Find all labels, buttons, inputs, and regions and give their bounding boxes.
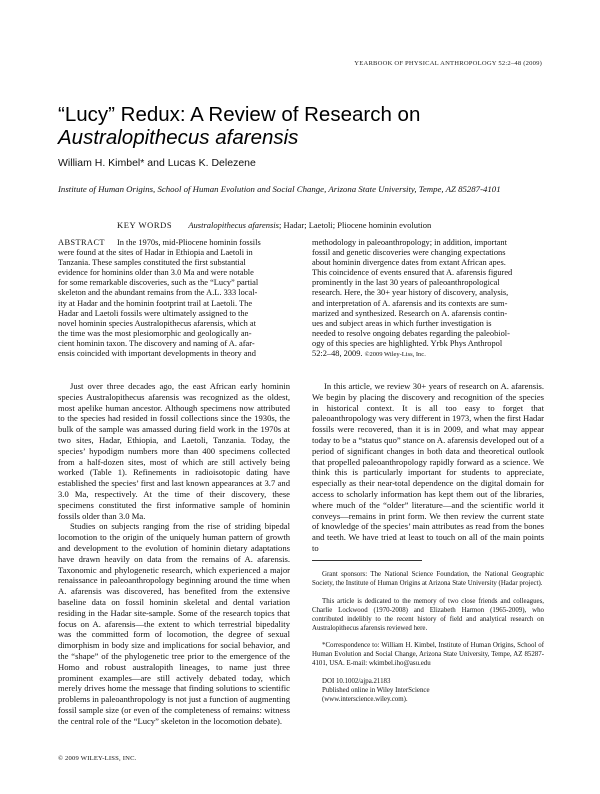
keywords-italic: Australopithecus afarensis xyxy=(188,220,279,230)
article-title xyxy=(58,103,558,149)
abstract-line: ogy of this species are highlighted. Yrbk Phys Anthropol xyxy=(312,338,503,348)
body-paragraph: Just over three decades ago, the east African early hominin species Australopithecus afarensis was recognized as the oldest, most apelike human ancestor. Although specimens now attributed to the species had resided in fossil collections since the 1930s, the bulk of the sample was amassed during field work in the 1970s at two sites, Hadar, Ethiopia, and Laetoli, Tanzania. Today, the species’ hypodigm numbers more than 400 specimens collected from a half-dozen sites, most of which are still actively being worked (Table 1). Refinements in radioisotopic dating have established the species’ first and last known appearances at 3.7 and 3.0 Ma, respectively. At the time of their discovery, these specimens constituted the first informative sample of hominin fossils older than 3.0 Ma. xyxy=(58,381,290,521)
body-right-column xyxy=(312,381,544,554)
abstract-line: In the 1970s, mid-Pliocene hominin fossils xyxy=(116,238,261,247)
body-paragraph: In this article, we review 30+ years of research on A. afarensis. We begin by placing the discovery and recognition of the species in historical context. It is all too easy to forget that paleoanthropology was very different in 1973, when the first Hadar fossils were recovered, than it is in 2009, and what may appear today to be a “status quo” stance on A. afarensis developed out of a period of significant changes in both data and theoretical outlook that propelled paleoanthropology rapidly forward as a science. We think this is particularly important for students to appreciate, especially as their near-total dependence on the digital domain for access to scholarly information has kept them out of the libraries, where much of the “older” literature—and the scientific world it conveys—remains in print form. We then review the current state of knowledge of the species’ main attributes as read from the bones and teeth. We have tried at least to touch on all of the main points to xyxy=(312,381,544,553)
abstract-line: Tanzania. These samples constituted the first substantial xyxy=(58,258,246,268)
abstract-line: needed to resolve ongoing debates regarding the paleobiol- xyxy=(312,328,510,338)
abstract-line: cient hominin taxon. The discovery and naming of A. afar- xyxy=(58,338,255,348)
abstract-line: were found at the sites of Hadar in Ethiopia and Laetoli in xyxy=(58,248,253,258)
abstract-copyright: ©2009 Wiley-Liss, Inc. xyxy=(364,351,426,359)
abstract-line: evidence for hominins older than 3.0 Ma and were notable xyxy=(58,268,254,278)
keywords-label: KEY WORDS xyxy=(117,220,173,230)
body-paragraph: Studies on subjects ranging from the rise of striding bipedal locomotion to the origin of the uniquely human pattern of growth and development to the evolution of hominin dietary adaptations have drawn heavily on data from the remains of A. afarensis. Taxonomic and phylogenetic research, which experienced a major renaissance in paleoanthropology beginning around the time when A. afarensis was discovered, has benefited from the extensive baseline data on fossil hominin skeletal and dental variation residing in the Hadar site-sample. Some of the research topics that focus on A. afarensis—the extent to which terrestrial bipedality was the committed form of locomotion, the degree of sexual dimorphism in body size and implications for social behavior, and the “shape” of the phylogenetic tree prior to the emergence of the Homo and robust australopith lineages, to name just three prominent examples—are still actively debated today, which merely drives home the message that finding solutions to scientific problems in paleoanthropology is not just a function of augmenting fossil sample size (or even of the completeness of remains: witness the central role of the “Lucy” skeleton in the locomotion debate). xyxy=(58,521,290,726)
affiliation: Institute of Human Origins, School of Human Evolution and Social Change, Arizona State University, Tempe, AZ 85287-4101 xyxy=(58,184,501,194)
abstract-line: ensis coincided with important developments in theory and xyxy=(58,349,256,359)
abstract-line: 52:2–48, 2009. xyxy=(312,349,363,359)
abstract-line: for some remarkable discoveries, such as the “Lucy” partial xyxy=(58,278,259,288)
abstract-line: ity at Hadar and the hominin footprint trail at Laetoli. The xyxy=(58,298,253,308)
footer-copyright: © 2009 WILEY-LISS, INC. xyxy=(58,755,137,762)
author-list: William H. Kimbel* and Lucas K. Delezene xyxy=(58,157,256,169)
footnote-rule xyxy=(312,560,422,561)
keywords xyxy=(117,220,431,230)
title-line-1: “Lucy” Redux: A Review of Research on xyxy=(58,103,421,126)
abstract-line: fossil and genetic discoveries were changing expectations xyxy=(312,248,506,258)
abstract-label: ABSTRACT xyxy=(58,238,105,247)
title-line-2: Australopithecus afarensis xyxy=(58,126,299,149)
keywords-rest: ; Hadar; Laetoli; Pliocene hominin evolution xyxy=(278,220,432,230)
abstract-line: ues and subject areas in which further investigation is xyxy=(312,318,492,328)
abstract-right xyxy=(312,238,544,360)
abstract-line: novel hominin species Australopithecus afarensis, which at xyxy=(58,318,256,328)
abstract-line: research. Here, the 30+ year history of discovery, analysis, xyxy=(312,288,509,298)
publisher-website: (www.interscience.wiley.com). xyxy=(322,695,408,703)
abstract-line: marized and synthesized. Research on A. afarensis contin- xyxy=(312,308,508,318)
abstract-line: This coincidence of events ensured that A. afarensis figured xyxy=(312,268,513,278)
published-online: Published online in Wiley InterScience xyxy=(322,687,430,695)
abstract-line: and interpretation of A. afarensis and its contexts are sum- xyxy=(312,298,508,308)
journal-header: YEARBOOK OF PHYSICAL ANTHROPOLOGY 52:2–48 (2009) xyxy=(354,60,542,67)
abstract-line: skeleton and the abundant remains from the A.L. 333 local- xyxy=(58,288,258,298)
abstract-left xyxy=(58,238,290,359)
abstract-line: prominently in the last 30 years of paleoanthropological xyxy=(312,278,500,288)
grant-note: Grant sponsors: The National Science Foundation, the National Geographic Society, the Institute of Human Origins at Arizona State University (Hadar project). xyxy=(312,571,544,587)
dedication-note: This article is dedicated to the memory of two close friends and colleagues, Charlie Lockwood (1970-2008) and Elizabeth Harmon (1965-2009), who contributed indelibly to the recent history of field and analytical research on Australopithecus afarensis reviewed here. xyxy=(312,597,544,632)
keywords-text xyxy=(188,220,431,230)
correspondence-note: *Correspondence to: William H. Kimbel, Institute of Human Origins, School of Human Evolution and Social Change, Arizona State University, Tempe, AZ 85287-4101, USA. E-mail: wkimbel.iho@asu.edu xyxy=(312,642,544,668)
abstract-line: Hadar and Laetoli fossils were ultimately assigned to the xyxy=(58,308,249,318)
abstract-line: methodology in paleoanthropology; in addition, important xyxy=(312,238,507,247)
doi: DOI 10.1002/ajpa.21183 xyxy=(322,678,391,686)
body-left-column xyxy=(58,381,290,727)
abstract-line: the time was the most plesiomorphic and geologically an- xyxy=(58,328,252,338)
footnotes xyxy=(312,571,544,705)
abstract-line: about hominin divergence dates from extant African apes. xyxy=(312,258,506,268)
